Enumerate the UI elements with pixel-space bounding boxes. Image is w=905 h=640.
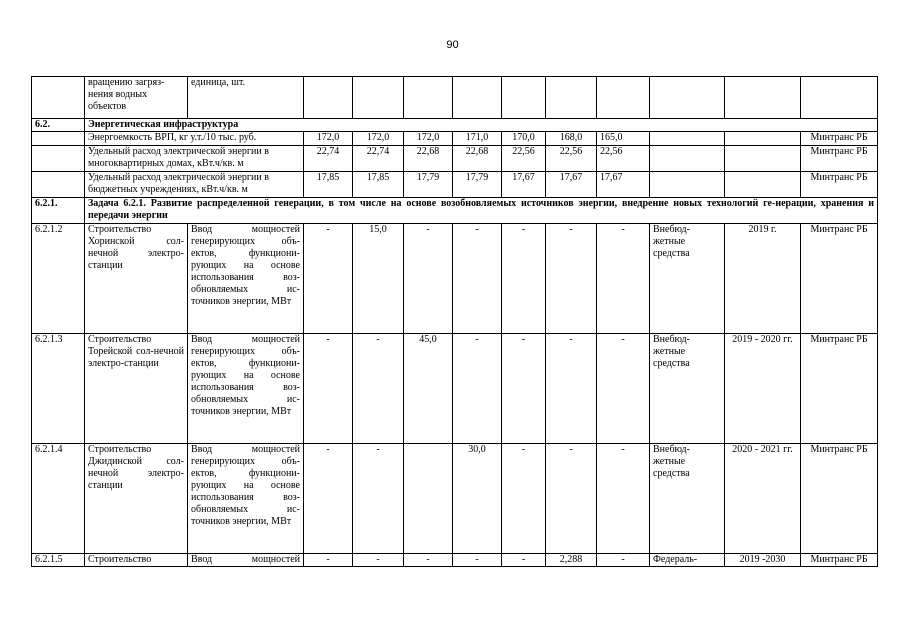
measure-value: 2,288 xyxy=(546,554,597,567)
measure-responsible: Минтранс РБ xyxy=(801,554,878,567)
indicator-value: 165,0 xyxy=(597,132,650,146)
measure-value: - xyxy=(502,554,546,567)
indicator-name: Энергоемкость ВРП, кг у.т./10 тыс. руб. xyxy=(85,132,304,146)
measure-value: - xyxy=(304,554,353,567)
measure-value: - xyxy=(404,554,453,567)
measure-value xyxy=(404,444,453,554)
measure-value: - xyxy=(502,224,546,334)
indicator-row xyxy=(32,146,878,172)
indicator-value: 172,0 xyxy=(304,132,353,146)
indicator-row xyxy=(32,172,878,198)
measure-period: 2019 г. xyxy=(725,224,801,334)
indicator-value: 17,67 xyxy=(502,172,546,198)
indicator-value: 17,79 xyxy=(453,172,502,198)
measure-value: - xyxy=(453,334,502,444)
page-number: 90 xyxy=(446,39,459,51)
indicator-value: 168,0 xyxy=(546,132,597,146)
indicator-row xyxy=(32,132,878,146)
measure-value: - xyxy=(502,444,546,554)
measure-period: 2019 -2030 xyxy=(725,554,801,567)
measure-value: - xyxy=(404,224,453,334)
measure-period: 2020 - 2021 гг. xyxy=(725,444,801,554)
indicator-value: 17,85 xyxy=(304,172,353,198)
section-row xyxy=(32,119,878,132)
indicator-responsible: Минтранс РБ xyxy=(801,172,878,198)
measure-value: - xyxy=(597,554,650,567)
measure-source: Федераль- xyxy=(650,554,725,567)
indicator-name: Удельный расход электрической энергии в многоквартирных домах, кВт.ч/кв. м xyxy=(85,146,304,172)
measure-name: Строительство xyxy=(85,554,188,567)
measure-source: Внебюд-жетные средства xyxy=(650,224,725,334)
measure-value: - xyxy=(453,554,502,567)
measure-value: - xyxy=(304,444,353,554)
measure-row xyxy=(32,554,878,567)
measure-name: Строительство Торейской сол-нечной электро-станции xyxy=(85,334,188,444)
indicator-value: 22,56 xyxy=(546,146,597,172)
measure-number: 6.2.1.4 xyxy=(32,444,85,554)
measure-source: Внебюд-жетные средства xyxy=(650,444,725,554)
measure-value: - xyxy=(353,554,404,567)
indicator-value: 22,74 xyxy=(304,146,353,172)
program-table xyxy=(31,76,878,567)
measure-value: 15,0 xyxy=(353,224,404,334)
measure-source: Внебюд-жетные средства xyxy=(650,334,725,444)
cell-num xyxy=(32,77,85,119)
measure-indicator: Ввод мощностей генерирующих объ-ектов, функциони-рующих на основе использования воз-обновляемых ис-точников энергии, МВт xyxy=(188,334,304,444)
indicator-value: 172,0 xyxy=(404,132,453,146)
measure-value: - xyxy=(453,224,502,334)
indicator-value: 17,79 xyxy=(404,172,453,198)
measure-value: - xyxy=(304,334,353,444)
measure-value: - xyxy=(502,334,546,444)
measure-number: 6.2.1.5 xyxy=(32,554,85,567)
indicator-value: 170,0 xyxy=(502,132,546,146)
measure-value: 45,0 xyxy=(404,334,453,444)
measure-value: - xyxy=(353,444,404,554)
cell-name: вращению загряз-нения водных объектов xyxy=(85,77,188,119)
task-title: Задача 6.2.1. Развитие распределенной генерации, в том числе на основе возобновляемых источников энергии, внедрение новых технологий ге-нерации, хранения и передачи энергии xyxy=(85,198,878,224)
indicator-responsible: Минтранс РБ xyxy=(801,146,878,172)
measure-value: - xyxy=(353,334,404,444)
measure-row xyxy=(32,224,878,334)
section-number: 6.2. xyxy=(32,119,85,132)
measure-name: Строительство Хоринской сол-нечной электро-станции xyxy=(85,224,188,334)
measure-responsible: Минтранс РБ xyxy=(801,444,878,554)
indicator-value: 17,85 xyxy=(353,172,404,198)
indicator-value: 22,56 xyxy=(597,146,650,172)
measure-indicator: Ввод мощностей xyxy=(188,554,304,567)
indicator-value: 22,74 xyxy=(353,146,404,172)
measure-indicator: Ввод мощностей генерирующих объ-ектов, функциони-рующих на основе использования воз-обновляемых ис-точников энергии, МВт xyxy=(188,444,304,554)
measure-indicator: Ввод мощностей генерирующих объ-ектов, функциони-рующих на основе использования воз-обновляемых ис-точников энергии, МВт xyxy=(188,224,304,334)
indicator-value: 22,56 xyxy=(502,146,546,172)
indicator-value: 172,0 xyxy=(353,132,404,146)
measure-number: 6.2.1.2 xyxy=(32,224,85,334)
section-title: Энергетическая инфраструктура xyxy=(85,119,878,132)
table-row xyxy=(32,77,878,119)
measure-value: - xyxy=(546,444,597,554)
measure-value: - xyxy=(597,444,650,554)
measure-row xyxy=(32,334,878,444)
indicator-responsible: Минтранс РБ xyxy=(801,132,878,146)
measure-responsible: Минтранс РБ xyxy=(801,334,878,444)
indicator-value: 22,68 xyxy=(404,146,453,172)
indicator-name: Удельный расход электрической энергии в бюджетных учреждениях, кВт.ч/кв. м xyxy=(85,172,304,198)
indicator-value: 17,67 xyxy=(546,172,597,198)
indicator-value: 17,67 xyxy=(597,172,650,198)
measure-value: - xyxy=(546,334,597,444)
task-row xyxy=(32,198,878,224)
measure-value: - xyxy=(597,224,650,334)
task-number: 6.2.1. xyxy=(32,198,85,224)
measure-value: - xyxy=(304,224,353,334)
measure-value: 30,0 xyxy=(453,444,502,554)
indicator-value: 171,0 xyxy=(453,132,502,146)
measure-period: 2019 - 2020 гг. xyxy=(725,334,801,444)
measure-value: - xyxy=(597,334,650,444)
cell-unit: единица, шт. xyxy=(188,77,304,119)
measure-responsible: Минтранс РБ xyxy=(801,224,878,334)
indicator-value: 22,68 xyxy=(453,146,502,172)
measure-row xyxy=(32,444,878,554)
measure-value: - xyxy=(546,224,597,334)
measure-number: 6.2.1.3 xyxy=(32,334,85,444)
measure-name: Строительство Джидинской сол-нечной электро-станции xyxy=(85,444,188,554)
